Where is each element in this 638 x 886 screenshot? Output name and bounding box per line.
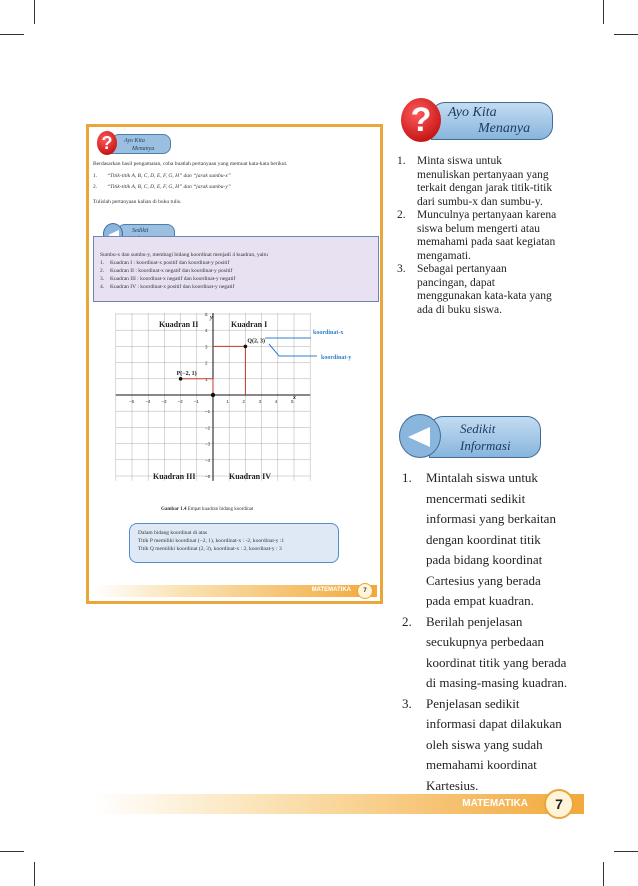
question-mark-icon: ? [401,98,441,142]
y-tick-label: 2 [205,360,208,366]
question-mark-icon: ? [97,131,117,155]
callout-line-y [269,344,317,356]
y-tick-label: 1 [205,376,208,382]
note-box [129,523,339,563]
x-tick-label: 1 [226,399,229,404]
crop-mark [34,0,35,24]
quadrant-2-label: Kuadran II [159,320,199,329]
inner-page-number: 7 [357,583,373,599]
y-tick-label: −4 [205,457,211,463]
ayo-kita-menanya-badge [401,96,553,142]
x-tick-label: −4 [145,399,151,404]
crop-mark [603,862,604,886]
ayo-kita-menanya-list [397,155,557,317]
list-item: 2. Kuadran II : koordinat-x negatif dan koordinat-y positif [100,268,233,274]
sedikit-informasi-list [402,468,568,796]
note-line: Titik P memiliki koordinat (−2, 1), koordinat-x : -2, koordinat-y :1 [138,538,285,544]
y-tick-label: −3 [205,441,211,447]
point-p [179,377,183,381]
badge-title-line2: Informasi [460,438,511,453]
x-tick-label: −1 [193,399,199,404]
badge-title-line2: Menanya [478,121,531,136]
quadrant-1-label: Kuadran I [231,320,268,329]
point-p-label: P(−2, 1) [176,370,197,377]
y-tick-label: −5 [205,474,211,479]
ayo-kita-menanya-badge-small [97,131,173,155]
origin-point [211,393,215,397]
badge-title-line2: Menanya [132,146,155,152]
x-tick-label: 5 [291,399,294,404]
x-tick-label: −3 [161,399,167,404]
list-item: 1. Kuadran I : koordinat-x positif dan koordinat-y positif [100,260,230,266]
point-q [244,345,248,349]
koordinat-x-callout: koordinat-x [313,330,344,336]
sedikit-informasi-badge [399,410,551,460]
list-item: 3. Kuadran III : koordinat-x negatif dan koordinat-y negatif [100,276,236,282]
note-line: Titik Q memiliki koordinat (2, 3), koordinat-x : 2, koordinat-y : 3 [138,546,282,552]
list-item: 3. Sebagai pertanyaan pancingan, dapat menggunakan kata-kata yang ada di buku siswa. [397,263,552,316]
badge-title-line1: Ayo Kita [448,105,497,120]
student-page-thumbnail [86,124,383,604]
quadrant-3-label: Kuadran III [153,472,196,481]
badge-title-line1: Sedikit [132,228,149,234]
badge-tab [431,102,553,140]
koordinat-y-callout: koordinat-y [321,355,352,361]
crop-mark [603,0,604,24]
quadrant-4-label: Kuadran IV [229,472,272,481]
y-tick-label: −2 [205,425,211,431]
crop-mark [614,34,638,35]
badge-tab [429,416,541,458]
point-q-label: Q(2, 3) [247,338,266,345]
y-axis-label: y [210,315,213,321]
list-item: 2. Munculnya pertanyaan karena siswa belum mengerti atau memahami pada saat kegiatan mengamati. [397,209,557,262]
info-intro: Sumbu-x dan sumbu-y, membagi bidang koordinat menjadi 4 kuadran, yaitu [100,252,268,258]
x-tick-label: −5 [129,399,135,404]
x-tick-label: 3 [258,399,262,404]
footer-label: MATEMATIKA [462,798,528,809]
inner-footer [93,585,377,597]
info-box [93,236,379,302]
badge-title-line1: Sedikit [460,421,496,436]
x-tick-label: −2 [177,399,183,404]
megaphone-icon [399,414,441,458]
list-item: 2. “Titik-titik A, B, C, D, E, F, G, H” dan “jarak sumbu-y” [93,184,231,190]
y-tick-label: 5 [205,313,208,317]
crop-mark [0,34,24,35]
list-item: 2. Berilah penjelasan secukupnya perbedaan koordinat titik yang berada di masing-masing kuadran. [402,613,568,690]
badge-title-line1: Ayo Kita [124,138,145,144]
y-tick-label: 4 [205,328,208,334]
x-tick-label: 4 [274,399,278,404]
badge-tab [111,134,171,154]
coordinate-plane [109,313,374,493]
list-item: 1. Minta siswa untuk menuliskan pertanyaan yang terkait dengan jarak titik-titik dari sumbu-x dan sumbu-y. [397,155,553,208]
page-footer [94,794,584,814]
list-item: 4. Kuadran IV : koordinat-x positif dan koordinat-y negatif [100,284,235,290]
y-tick-label: 3 [205,344,208,350]
crop-mark [0,851,24,852]
crop-mark [34,862,35,886]
figure-caption: Gambar 1.4 Empat kuadran bidang koordinat [161,507,254,512]
page-number: 7 [544,789,574,819]
x-axis-label: x [293,395,296,401]
closing-text: Tulislah pertanyaan kalian di buku tulis. [93,199,182,205]
y-tick-label: −1 [205,409,211,415]
x-tick-label: 2 [242,399,245,404]
list-item: 1. “Titik-titik A, B, C, D, E, F, G, H” dan “jarak sumbu-x” [93,173,231,179]
question-list [93,171,375,193]
intro-text: Berdasarkan hasil pengamatan, coba buatlah pertanyaan yang memuat kata-kata berikut. [93,161,288,167]
inner-footer-label: MATEMATIKA [311,587,351,593]
note-line: Dalam bidang koordinat di atas [138,530,208,536]
list-item: 1. Mintalah siswa untuk mencermati sedikit informasi yang berkaitan dengan koordinat titik pada bidang koordinat Cartesius yang berada pada empat kuadran. [402,470,556,608]
crop-mark [614,851,638,852]
list-item: 3. Penjelasan sedikit informasi dapat dilakukan oleh siswa yang sudah memahami koordinat Kartesius. [402,695,562,793]
